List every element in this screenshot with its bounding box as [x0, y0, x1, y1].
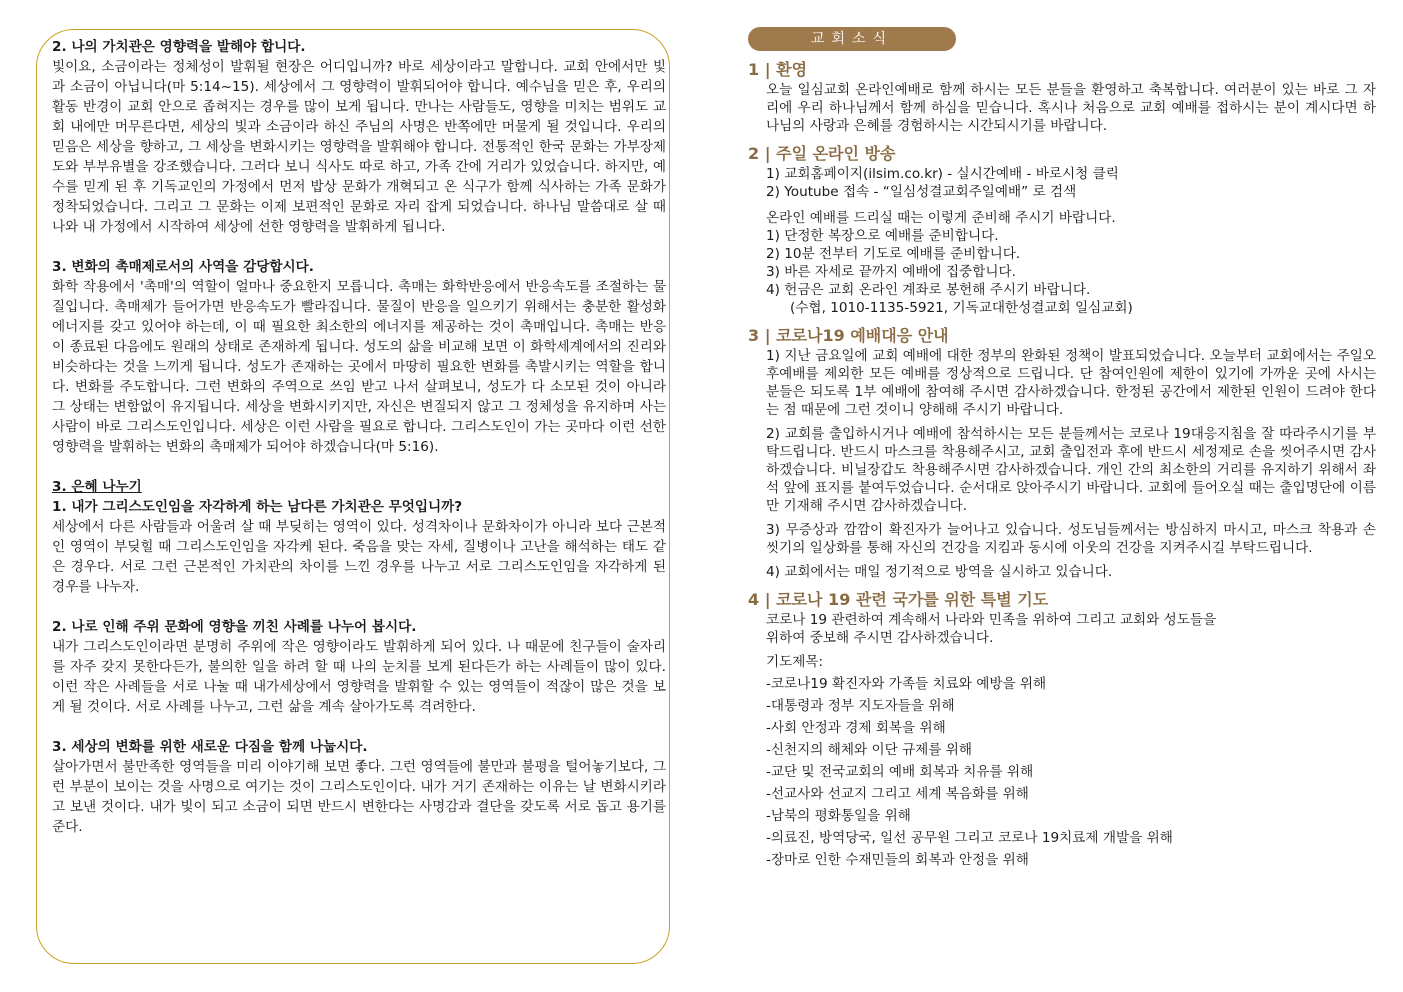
church-news-column: [748, 27, 1376, 871]
list-item: 1) 교회홈페이지(ilsim.co.kr) - 실시간예배 - 바로시청 클릭: [766, 166, 1119, 182]
section-body: 화학 작용에서 '촉매'의 역할이 얼마나 중요한지 모릅니다. 촉매는 화학반응에서 반응속도를 조절하는 물질입니다. 촉매제가 들어가면 반응속도가 빨라집니다. 물질이 반응을 일으키기 위해서는 충분한 활성화 에너지를 갖고 있어야 하는데, 이 때 필요한 최소한의 에너지를 제공하는 것이 촉매입니다. 촉매는 반응이 종료된 다음에도 원래의 상태로 존재하게 됩니다. 성도의 삶을 비교해 보면 이 화학세계에서의 진리와 비슷하다는 것을 느끼게 됩니다. 성도가 존재하는 곳에서 마땅히 필요한 변화를 촉발시키는 역할을 합니다. 변화를 주도합니다. 그런 변화의 주역으로 쓰임 받고 나서 살펴보니, 성도가 다 소모된 것이 아니라 그 상태는 변함없이 유지됩니다. 세상을 변화시키지만, 자신은 변질되지 않고 그 정체성을 유지하며 사는 사람이 바로 그리스도인입니다. 세상은 이런 사람을 필요로 합니다. 그리스도인이 가는 곳마다 이런 선한 영향력을 발휘하는 변화의 촉매제가 되어야 하겠습니다(마 5:16).: [52, 279, 666, 455]
list-item: 3) 바른 자세로 끝까지 예배에 집중합니다.: [766, 264, 1016, 280]
list-item: -선교사와 선교지 그리고 세계 복음화를 위해: [766, 786, 1029, 802]
section-body: 빛이요, 소금이라는 정체성이 발휘될 현장은 어디입니까? 바로 세상이라고 말합니다. 교회 안에서만 빛과 소금이 아닙니다(마 5:14~15). 세상에서 그 영향력이 발휘되어야 합니다. 예수님을 믿은 후, 우리의 활동 반경이 교회 안으로 좁혀지는 경우를 많이 보게 됩니다. 만나는 사람들도, 영향을 미치는 범위도 교회 내에만 머무른다면, 세상의 빛과 소금이라 하신 주님의 사명은 반쪽에만 머물게 될 것입니다. 우리의 믿음은 세상을 향하고, 그 세상을 변화시키는 영향력을 발휘해야 합니다. 전통적인 한국 문화는 가부장제도와 부부유별을 강조했습니다. 그러다 보니 식사도 따로 하고, 가족 간에 거리가 있었습니다. 하지만, 예수를 믿게 된 후 기독교인의 가정에서 먼저 밥상 문화가 개혁되고 온 식구가 함께 식사하는 가족 문화가 정착되었습니다. 그리고 그 문화는 이제 보편적인 문화로 자리 잡게 되었습니다. 하나님 말씀대로 살 때 나와 내 가정에서 시작하여 세상에 선한 영향력을 발휘하게 됩니다.: [52, 59, 666, 235]
question-title: 2. 나로 인해 주위 문화에 영향을 끼친 사례를 나누어 봅시다.: [52, 619, 417, 635]
list-item: -코로나19 확진자와 가족들 치료와 예방을 위해: [766, 676, 1047, 692]
news-body-covid: [748, 347, 1376, 581]
paragraph: 위하여 중보해 주시면 감사하겠습니다.: [766, 630, 994, 646]
grace-sharing-title: 3. 은혜 나누기: [52, 479, 142, 495]
list-item: 2) Youtube 접속 - “일심성결교회주일예배” 로 검색: [766, 184, 1077, 200]
list-item: -사회 안정과 경제 회복을 위해: [766, 720, 946, 736]
news-heading-prayer: 4 | 코로나 19 관련 국가를 위한 특별 기도: [748, 590, 1049, 609]
list-item: 1) 단정한 복장으로 예배를 준비합니다.: [766, 228, 999, 244]
news-body-prayer: [748, 611, 1376, 871]
list-item: 2) 10분 전부터 기도로 예배를 준비합니다.: [766, 246, 1021, 262]
list-item: -의료진, 방역당국, 일선 공무원 그리고 코로나 19치료제 개발을 위해: [766, 830, 1173, 846]
list-item: -장마로 인한 수재민들의 회복과 안정을 위해: [766, 852, 1029, 868]
prayer-label: 기도제목:: [766, 654, 824, 670]
list-item: -신천지의 해체와 이단 규제를 위해: [766, 742, 973, 758]
paragraph: 4) 교회에서는 매일 정기적으로 방역을 실시하고 있습니다.: [766, 564, 1113, 580]
news-body-online: [748, 165, 1376, 317]
sermon-column: [52, 37, 666, 837]
list-item: 온라인 예배를 드리실 때는 이렇게 준비해 주시기 바랍니다.: [766, 210, 1116, 226]
question-body: 세상에서 다른 사람들과 어울려 살 때 부딪히는 영역이 있다. 성격차이나 문화차이가 아니라 보다 근본적인 영역이 부딪힐 때 그리스도인임을 자각케 된다. 죽음을 맞는 자세, 질병이나 고난을 해석하는 태도 같은 경우다. 서로 그런 근본적인 가치관의 차이를 느낀 경우를 나누고 서로 그리스도인임을 자각하게 된 경우를 나누자.: [52, 519, 666, 595]
question-title: 3. 세상의 변화를 위한 새로운 다짐을 함께 나눕시다.: [52, 739, 368, 755]
list-item: 4) 헌금은 교회 온라인 계좌로 봉헌해 주시기 바랍니다.: [766, 282, 1091, 298]
question-title: 1. 내가 그리스도인임을 자각하게 하는 남다른 가치관은 무엇입니까?: [52, 499, 463, 515]
account-info: (수협, 1010-1135-5921, 기독교대한성결교회 일심교회): [790, 300, 1133, 316]
news-body-welcome: 오늘 일심교회 온라인예배로 함께 하시는 모든 분들을 환영하고 축복합니다. 여러분이 있는 바로 그 자리에 우리 하나님께서 함께 하심을 믿습니다. 혹시나 처음으로 교회 예배를 접하시는 분이 계시다면 하나님의 사랑과 은혜를 경험하시는 시간되시기를 바랍니다.: [766, 82, 1376, 134]
paragraph: 2) 교회를 출입하시거나 예배에 참석하시는 모든 분들께서는 코로나 19대응지침을 잘 따라주시기를 부탁드립니다. 반드시 마스크를 착용해주시고, 교회 출입전과 후에 반드시 세정제로 손을 씻어주시면 감사하겠습니다. 비닐장갑도 착용해주시면 감사하겠습니다. 개인 간의 최소한의 거리를 유지하기 위해서 좌석 앞에 표지를 붙여두었습니다. 순서대로 앉아주시기 바랍니다. 교회에 들어오실 때는 출입명단에 이름만 기재해 주시면 감사하겠습니다.: [766, 426, 1376, 514]
list-item: -교단 및 전국교회의 예배 회복과 치유를 위해: [766, 764, 1034, 780]
church-news-badge: 교회소식: [748, 27, 956, 51]
list-item: -남북의 평화통일을 위해: [766, 808, 911, 824]
news-heading-online: 2 | 주일 온라인 방송: [748, 144, 896, 163]
paragraph: 3) 무증상과 깜깜이 확진자가 늘어나고 있습니다. 성도님들께서는 방심하지 마시고, 마스크 착용과 손 씻기의 일상화를 통해 자신의 건강을 지킴과 동시에 이웃의 건강을 지켜주시길 부탁드립니다.: [766, 522, 1376, 556]
section-title: 3. 변화의 촉매제로서의 사역을 감당합시다.: [52, 259, 314, 275]
news-heading-welcome: 1 | 환영: [748, 60, 808, 79]
question-body: 살아가면서 불만족한 영역들을 미리 이야기해 보면 좋다. 그런 영역들에 불만과 불평을 털어놓기보다, 그런 부분이 보이는 것을 사명으로 여기는 것이 그리스도인이다. 내가 거기 존재하는 이유는 날 변화시키라고 보낸 것이다. 내가 빛이 되고 소금이 되면 반드시 변한다는 사명감과 결단을 갖도록 서로 돕고 용기를 준다.: [52, 759, 666, 835]
news-heading-covid: 3 | 코로나19 예배대응 안내: [748, 326, 949, 345]
paragraph: 1) 지난 금요일에 교회 예배에 대한 정부의 완화된 정책이 발표되었습니다. 오늘부터 교회에서는 주일오후예배를 제외한 모든 예배를 정상적으로 드립니다. 단 참여인원에 제한이 있기에 가까운 곳에 사시는 분들은 되도록 1부 예배에 참여해 주시면 감사하겠습니다. 한정된 공간에서 제한된 인원이 드려야 한다는 점 때문에 그런 것이니 양해해 주시기 바랍니다.: [766, 348, 1376, 418]
list-item: -대통령과 정부 지도자들을 위해: [766, 698, 955, 714]
paragraph: 코로나 19 관련하여 계속해서 나라와 민족을 위하여 그리고 교회와 성도들을: [766, 612, 1217, 628]
question-body: 내가 그리스도인이라면 분명히 주위에 작은 영향이라도 발휘하게 되어 있다. 나 때문에 친구들이 술자리를 자주 갖지 못한다든가, 불의한 일을 하려 할 때 나의 눈치를 보게 된다든가 하는 사례들이 많이 있다. 이런 작은 사례들을 서로 나눌 때 내가세상에서 영향력을 발휘할 수 있는 영역들이 적잖이 많은 것을 보게 될 것이다. 서로 사례를 나누고, 그런 삶을 계속 살아가도록 격려한다.: [52, 639, 666, 715]
section-title: 2. 나의 가치관은 영향력을 발해야 합니다.: [52, 39, 306, 55]
